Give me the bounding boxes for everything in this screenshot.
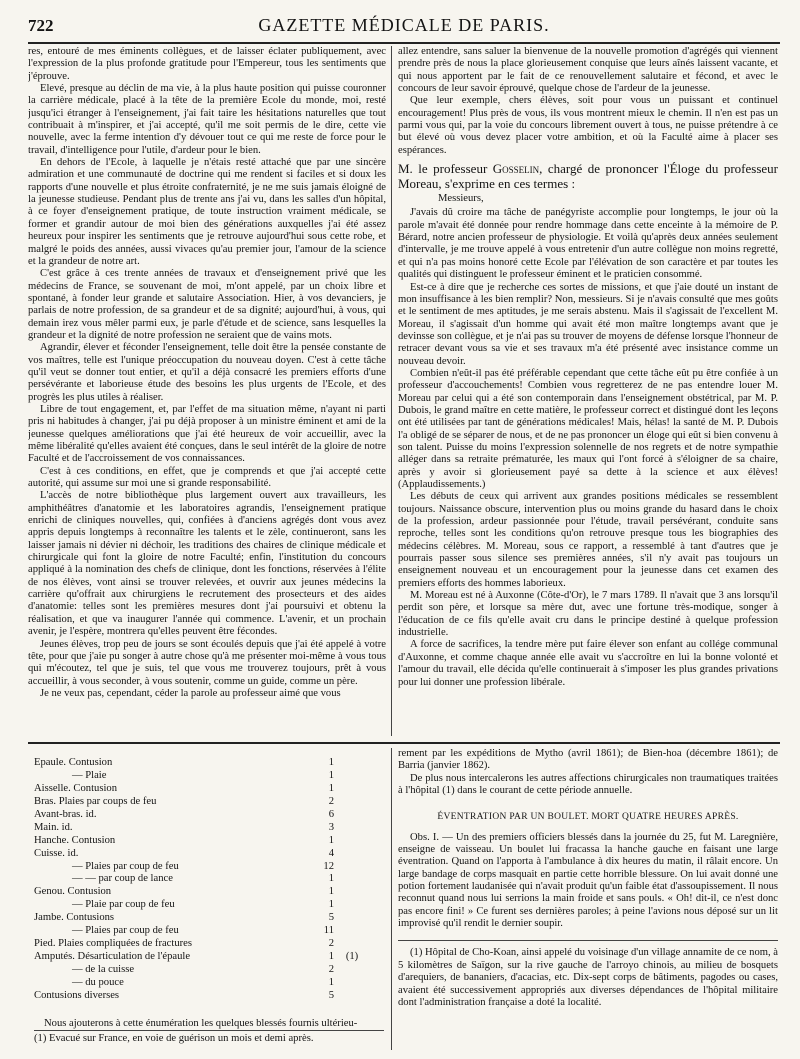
table-closing-line: Nous ajouterons à cette énumération les quelques blessés fournis ultérieu- xyxy=(44,1018,358,1029)
wound-label: — — par coup de lance xyxy=(72,873,176,886)
paragraph: C'est grâce à ces trente années de travaux et d'enseignement privé que les médecins de France, se souvenant de moi, m'ont appelé, par un choix libre et spontané, à fonder leur grande et salutaire Association. Hier, à vos devanciers, je parlais de notre profession, de sa grandeur et de sa dignité; aujourd'hui, à vous, qui demain irez vous mêler parmi eux, je parle d'étude et de science, sans lesquelles la grandeur et la dignité de notre profession ne seraient que de vains mots. xyxy=(28,268,386,341)
wounds-table xyxy=(34,757,364,1003)
wound-label: — Plaies par coup de feu xyxy=(72,925,182,938)
table-row xyxy=(34,770,364,783)
table-row xyxy=(34,783,364,796)
table-row xyxy=(34,822,364,835)
wound-count: 1 xyxy=(316,873,334,886)
table-row xyxy=(34,964,364,977)
wound-count: 1 xyxy=(316,951,334,964)
column-right-upper xyxy=(398,46,778,738)
table-row xyxy=(34,796,364,809)
intro-prefix: M. le professeur xyxy=(398,161,488,177)
table-row xyxy=(34,835,364,848)
wound-label: Contusions diverses xyxy=(34,990,122,1003)
table-row xyxy=(34,951,364,964)
wound-count: 4 xyxy=(316,848,334,861)
table-row xyxy=(34,873,364,886)
wound-label: — du pouce xyxy=(72,977,127,990)
journal-title: GAZETTE MÉDICALE DE PARIS. xyxy=(258,15,550,35)
wound-count: 1 xyxy=(316,835,334,848)
paragraph: En dehors de l'Ecole, à laquelle je n'étais resté attaché que par une sincère admiration et une communauté de doctrine qui me rendent si faciles et si doux les rapports d'une nouvelle et plus étroite confraternité, je ne me suis jamais éloigné de la jeunesse studieuse. Pendant plus de trente ans j'ai vu, dans les salles d'un hôpital, à ce foyer d'enseignement pratique, de toute instruction vraiment médicale, se former et grandir autour de moi bien des générations auxquelles j'ai été assez heureux pour inspirer les sentiments que je retrouve aujourd'hui sous cette robe, et malgré le poids des années, aussi vivaces qu'au premier jour, l'amour de la science et la grandeur de notre art. xyxy=(28,157,386,267)
table-footnote: (1) Evacué sur France, en voie de guérison un mois et demi après. xyxy=(34,1030,384,1045)
table-row xyxy=(34,848,364,861)
wound-count: 3 xyxy=(316,822,334,835)
paragraph: Je ne veux pas, cependant, céder la parole au professeur aimé que vous xyxy=(40,687,341,699)
paragraph: Combien n'eût-il pas été préférable cependant que cette tâche eût pu être confiée à un professeur d'accouchements! Combien vous regretterez de ne pas entendre louer M. Moreau par celui qui a été son contemporain dans l'enseignement obstétrical, par M. P. Dubois, le grand maître en cette matière, le professeur correct et distingué dont les leçons ont été utilisées par tant de générations médicales! Mais, hélas! la santé de M. P. Dubois l'a obligé de se séparer de nous, et de ne pas prononcer un éloge qui eût si bien convenu à son talent. Puisse du moins l'expression solennelle de nos regrets et de notre sympathie alléger dans sa retraite prématurée, les maux qui l'ont forcé à s'éloigner de sa chaire, après y avoir si glorieusement payé sa dette à la science et aux élèves! (Applaudissements.) xyxy=(398,367,778,490)
table-row xyxy=(34,809,364,822)
paragraph: C'est à ces conditions, en effet, que je comprends et que j'ai accepté cette autorité, qui assume sur moi une si grande responsabilité. xyxy=(28,465,386,490)
wound-label: Avant-bras. id. xyxy=(34,809,99,822)
paragraph: allez entendre, sans saluer la bienvenue de la nouvelle promotion d'agrégés qui viennent prendre près de nous la place glorieusement conquise que leurs aînés laissent vacante, et qui nous apportent par le fait de ce renouvellement salutaire et fécond, et avec le concours de leur savoir éprouvé, quelque chose de l'ardeur de la jeunesse. xyxy=(398,46,778,95)
wound-count: 6 xyxy=(316,809,334,822)
table-row xyxy=(34,899,364,912)
salutation: Messieurs, xyxy=(438,193,484,205)
wound-count: 1 xyxy=(316,770,334,783)
hospital-footnote: (1) Hôpital de Cho-Koan, ainsi appelé du voisinage d'un village annamite de ce nom, à 5 kilomètres de Saïgon, sur la rive gauche de l'arroyo chinois, au milieu de bosquets d'arequiers, de bananiers, d'acacias, etc. Dix-sept corps de bâtiments, pagodes ou cases, avaient été successivement appropriés aux diverses dépendances de l'hôpital militaire dont l'administration française a doté la localité. xyxy=(398,940,778,1009)
table-row xyxy=(34,886,364,899)
paragraph: res, entouré de mes éminents collègues, et de laisser éclater publiquement, avec l'expression de la plus profonde gratitude pour l'Empereur, tous les sentiments que j'éprouve. xyxy=(28,46,386,82)
paragraph: De plus nous intercalerons les autres affections chirurgicales non traumatiques traitées à l'hôpital (1) dans le courant de cette période annuelle. xyxy=(398,772,778,797)
wound-count: 1 xyxy=(316,899,334,912)
wound-count: 5 xyxy=(316,912,334,925)
wound-label: Pied. Plaies compliquées de fractures xyxy=(34,938,195,951)
table-row xyxy=(34,757,364,770)
paragraph: M. Moreau est né à Auxonne (Côte-d'Or), le 7 mars 1789. Il n'avait que 3 ans lorsqu'il perdit son père, et lorsque sa mère dut, avec une fortune très-modique, songer à l'éducation de ce fils qu'elle avait cru dans le principe destiné à quelque profession industrielle. xyxy=(398,590,778,639)
wound-count: 12 xyxy=(316,861,334,874)
wound-count: 2 xyxy=(316,964,334,977)
paragraph: Que leur exemple, chers élèves, soit pour vous un puissant et continuel encouragement! Plus près de vous, ils vous montrent mieux le chemin. Il n'en est pas un parmi vous qui, par la voie du concours librement ouvert à tous, ne puisse prétendre à ce but élevé où vous devez placer votre ambition, et où la Faculté aime à placer ses espérances. xyxy=(398,95,778,156)
table-row xyxy=(34,861,364,874)
wound-count: 11 xyxy=(316,925,334,938)
wound-label: Epaule. Contusion xyxy=(34,757,115,770)
wound-count: 1 xyxy=(316,977,334,990)
table-row xyxy=(34,938,364,951)
paragraph: Agrandir, élever et féconder l'enseignement, telle doit être la pensée constante de vos maîtres, telle est l'unique préoccupation du nouveau doyen. C'est à cette tâche qu'il veut se donner tout entier, et qu'il a déjà consacré les premiers efforts d'une persévérante et laborieuse étude des besoins les plus urgents de l'Ecole, et des progrès les plus utiles à réaliser. xyxy=(28,342,386,403)
table-row xyxy=(34,990,364,1003)
paragraph: Libre de tout engagement, et, par l'effet de ma situation même, n'ayant ni parti pris ni habitudes à changer, j'ai pu déjà proposer à un ministre éminent et ami de la jeunesse quelques améliorations que j'ai été heureux de voir accueillir, avec la même libéralité qu'elles avaient été conçues, dans le seul intérêt de la gloire de notre Faculté et de l'accroissement de vos connaissances. xyxy=(28,403,386,465)
wound-label: — Plaie xyxy=(72,770,109,783)
column-divider xyxy=(391,46,392,736)
wound-label: — Plaies par coup de feu xyxy=(72,861,182,874)
wound-label: Jambe. Contusions xyxy=(34,912,117,925)
paragraph: L'accès de notre bibliothèque plus largement ouvert aux travailleurs, les amphithéâtres d'anatomie et les laboratoires agrandis, l'enseignement pratique enrichi de cliniques nouvelles, qui, confiées à d'anciens agrégés dont vous avez appris depuis longtemps à reconnaître les talents et le zèle, continueront, sans les laisser jamais ni dévier ni déchoir, les traditions des chaires de clinique médicale et chirurgicale qui font la gloire de notre Faculté; enfin, l'institution du concours appliqué à la nomination des chefs de clinique, dont les fonctions, réservées à l'élite de nos élèves, vont ainsi se trouver relevées, et ouvrir aux jeunes médecins la carrière qu'offrait aux chirurgiens le recrutement des prosecteurs et des aides d'anatomie: telles sont les premières mesures dont j'ai poursuivi et obtenu la réalisation, et que va inaugurer l'année qui commence. L'avenir, et un prochain avenir, je l'espère, montrera qu'elles peuvent être fécondes. xyxy=(28,490,386,638)
column-left-upper xyxy=(28,46,386,738)
observation-text: Obs. I. — Un des premiers officiers blessés dans la journée du 25, fut M. Laregnière, enseigne de vaisseau. Un boulet lui fracassa la hanche gauche en faisant une large éventration. Quand on l'apporta à l'ambulance à dix heures du matin, il râlait encore. Un large bandage de corps masquait en partie cette horrible blessure. On lui avait donné une potion fortement laudanisée qui n'avait produit qu'un faible état d'assoupissement. Il nous reconnut quand nous lui serrions la main froide et sans pouls. « Oh! dit-il, ce n'est donc pas encore fini! » Ce furent ses dernières paroles; à peine l'avions nous déposé sur un lit improvisé qu'il rendit le dernier soupir. xyxy=(398,831,778,930)
wound-label: Genou. Contusion xyxy=(34,886,114,899)
paragraph: A force de sacrifices, la tendre mère put faire élever son enfant au collége communal d'Auxonne, et comme chaque année elle avait vu s'accroître en lui la bonne volonté et l'amour du travail, elle décida qu'elle continuerait à s'imposer les plus grandes privations pour lui donner une profession libérale. xyxy=(398,639,778,688)
page-header xyxy=(28,14,780,44)
footnote-ref: (1) xyxy=(345,951,359,963)
paragraph: Elevé, presque au déclin de ma vie, à la plus haute position qui puisse couronner la carrière médicale, placé à la tête de la première Ecole du monde, moi, resté jusqu'ici étranger à l'enseignement, j'ai fait taire les hésitations naturelles que tout contribuait à m'inspirer, et j'ai accepté, qu'il me soit permis de le dire, cette vie nouvelle, avec la ferme intention d'y dévouer tout ce qui me reste de force pour le travail, d'intelligence pour l'utile, d'ardeur pour le bien. xyxy=(28,83,386,156)
wound-count: 1 xyxy=(316,886,334,899)
wound-label: Main. id. xyxy=(34,822,76,835)
wound-label: Aisselle. Contusion xyxy=(34,783,120,796)
table-row xyxy=(34,977,364,990)
wound-count: 1 xyxy=(316,783,334,796)
wound-label: Hanche. Contusion xyxy=(34,835,118,848)
paragraph: Est-ce à dire que je recherche ces sortes de missions, et que j'aie douté un instant de mon insuffisance à les bien remplir? Non, messieurs. Si je n'avais consulté que mes goûts et le sentiment de mes aptitudes, je me serais abstenu. Mais il s'agissait de l'excellent M. Moreau, il s'agissait d'un homme qui avait été mon maître longtemps avant que je devinsse son collègue, et je n'ai pas su trouver de moyens de défense lorsque l'honneur de retracer devant vous sa vie et ses travaux m'a été présenté avec insistance comme un nouveau devoir. xyxy=(398,281,778,367)
column-divider xyxy=(391,748,392,1050)
intro-suffix: , chargé de prononcer l'Éloge du professeur Moreau, s'exprime en ces termes : xyxy=(398,161,778,192)
page-number: 722 xyxy=(28,16,54,35)
paragraph: Les débuts de ceux qui arrivent aux grandes positions médicales se ressemblent toujours. Naissance obscure, intervention plus ou moins grande du hasard dans le choix de la profession, ardeur passionnée pour l'étude, travail persévérant, conduite sans reproche, telles sont les conditions qu'on retrouve presque tous les biographies des médecins célèbres. M. Moreau, sous ce rapport, a ressemblé à tant d'autres que je pourrais passer sous silence ses premières années, s'il n'y avait pas toujours un enseignement nouveau et un encouragement pour la jeunesse dans cet examen des premiers efforts des hommes laborieux. xyxy=(398,491,778,589)
paragraph: Jeunes élèves, trop peu de jours se sont écoulés depuis que j'ai été appelé à votre tête, pour que j'aie pu songer à autre chose qu'à me présenter moi-même à vous tous qui m'écoutez, tel que je suis, tel que vous me trouverez toujours, prêt à vous accueillir, à vous seconder, à vous soutenir, comme un guide, comme un père. xyxy=(28,638,386,687)
wound-count: 2 xyxy=(316,796,334,809)
section-divider xyxy=(28,742,780,744)
wound-count: 2 xyxy=(316,938,334,951)
paragraph: rement par les expéditions de Mytho (avril 1861); de Bien-hoa (décembre 1861); de Barria (janvier 1862). xyxy=(398,748,778,772)
wound-label: Cuisse. id. xyxy=(34,848,81,861)
wound-label: Amputés. Désarticulation de l'épaule xyxy=(34,951,193,964)
column-right-lower xyxy=(398,748,778,1048)
wound-label: — Plaie par coup de feu xyxy=(72,899,178,912)
wound-label: Bras. Plaies par coups de feu xyxy=(34,796,159,809)
table-row xyxy=(34,925,364,938)
wound-count: 1 xyxy=(316,757,334,770)
speaker-introduction xyxy=(398,161,778,191)
table-row xyxy=(34,912,364,925)
paragraph: J'avais dû croire ma tâche de panégyriste accomplie pour longtemps, le jour où la parole m'avait été donnée pour rendre hommage dans cette enceinte à la mémoire de P. Bérard, notre ancien professeur de physiologie. Et voilà qu'après deux années seulement d'intervalle, je me trouve appelé à vous entretenir d'un autre collègue non moins regretté, et qui n'a pas moins honoré cette Ecole par l'élévation de son caractère et par toutes les qualités qui distinguent le professeur éminent et le praticien consommé. xyxy=(398,207,778,281)
speaker-name: Gosselin xyxy=(492,161,540,177)
wound-label: — de la cuisse xyxy=(72,964,137,977)
observation-heading: ÉVENTRATION PAR UN BOULET. MORT QUATRE HEURES APRÈS. xyxy=(437,812,739,823)
wound-count: 5 xyxy=(316,990,334,1003)
